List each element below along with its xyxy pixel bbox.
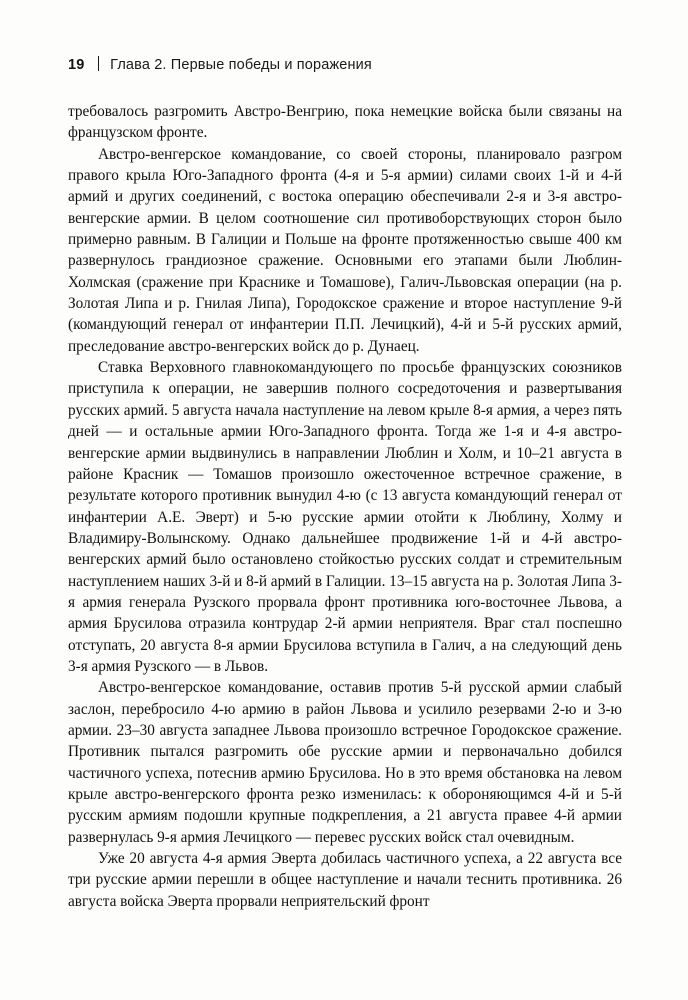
header-separator-rule xyxy=(98,56,100,71)
paragraph: требовалось разгромить Австро-Венгрию, пока немецкие войска были связаны на французском фронте. xyxy=(68,103,622,142)
paragraph: Ставка Верховного главнокомандующего по просьбе французских союзников приступила к операции, не завершив полного сосредоточения и развертывания русских армий. 5 августа начала наступление на левом крыле 8-я армия, а через пять дней — и остальные армии Юго-Западного фронта. Тогда же 1-я и 4-я австро-венгерские армии выдвинулись в направлении Люблин и Холм, и 10–21 августа в районе Красник — Томашов произошло ожесточенное встречное сражение, в результате которого противник вынудил 4-ю (с 13 августа командующий генерал от инфантерии А.Е. Эверт) и 5-ю русские армии отойти к Люблину, Холму и Владимиру-Волынскому. Однако дальнейшее продвижение 1-й и 4-й австро-венгерских армий было остановлено стойкостью русских солдат и стремительным наступлением наших 3-й и 8-й армий в Галиции. 13–15 августа на р. Золотая Липа 3-я армия генерала Рузского прорвала фронт противника юго-восточнее Львова, а армия Брусилова отразила контрудар 2-й армии неприятеля. Враг стал поспешно отступать, 20 августа 8-я армии Брусилова вступила в Галич, а на следующий день 3-я армия Рузского — в Львов. xyxy=(68,359,622,675)
paragraph: Австро-венгерское командование, со своей стороны, планировало разгром правого крыла Юго-Западного фронта (4-я и 5-я армии) силами своих 1-й и 4-й армий и других соединений, с востока операцию обеспечивали 2-я и 3-я австро-венгерские армии. В целом соотношение сил противоборствующих сторон было примерно равным. В Галиции и Польше на фронте протяженностью свыше 400 км развернулось грандиозное сражение. Основными его этапами были Люблин-Холмская (сражение при Краснике и Томашове), Галич-Львовская операции (на р. Золотая Липа и р. Гнилая Липа), Городокское сражение и второе наступление 9-й (командующий генерал от инфантерии П.П. Лечицкий), 4-й и 5-й русских армий, преследование австро-венгерских войск до р. Дунаец. xyxy=(68,145,622,355)
page-number: 19 xyxy=(68,57,85,73)
paragraph: Уже 20 августа 4-я армия Эверта добилась частичного успеха, а 22 августа все три русские армии перешли в общее наступление и начали теснить противника. 26 августа войска Эверта прорвали неприятельский фронт xyxy=(68,850,622,910)
paragraph: Австро-венгерское командование, оставив против 5-й русской армии слабый заслон, перебросило 4-ю армию в район Львова и усилило резервами 2-ю и 3-ю армии. 23–30 августа западнее Львова произошло встречное Городокское сражение. Противник пытался разгромить обе русские армии и первоначально добился частичного успеха, потеснив армию Брусилова. Но в это время обстановка на левом крыле австро-венгерского фронта резко изменилась: к обороняющимся 4-й и 5-й русским армиям подошли крупные подкрепления, а 21 августа правее 4-й армии развернулась 9-я армия Лечицкого — перевес русских войск стал очевидным. xyxy=(68,679,622,846)
running-header xyxy=(68,54,372,73)
chapter-running-title: Глава 2. Первые победы и поражения xyxy=(110,57,372,73)
body-text-block xyxy=(68,101,622,912)
